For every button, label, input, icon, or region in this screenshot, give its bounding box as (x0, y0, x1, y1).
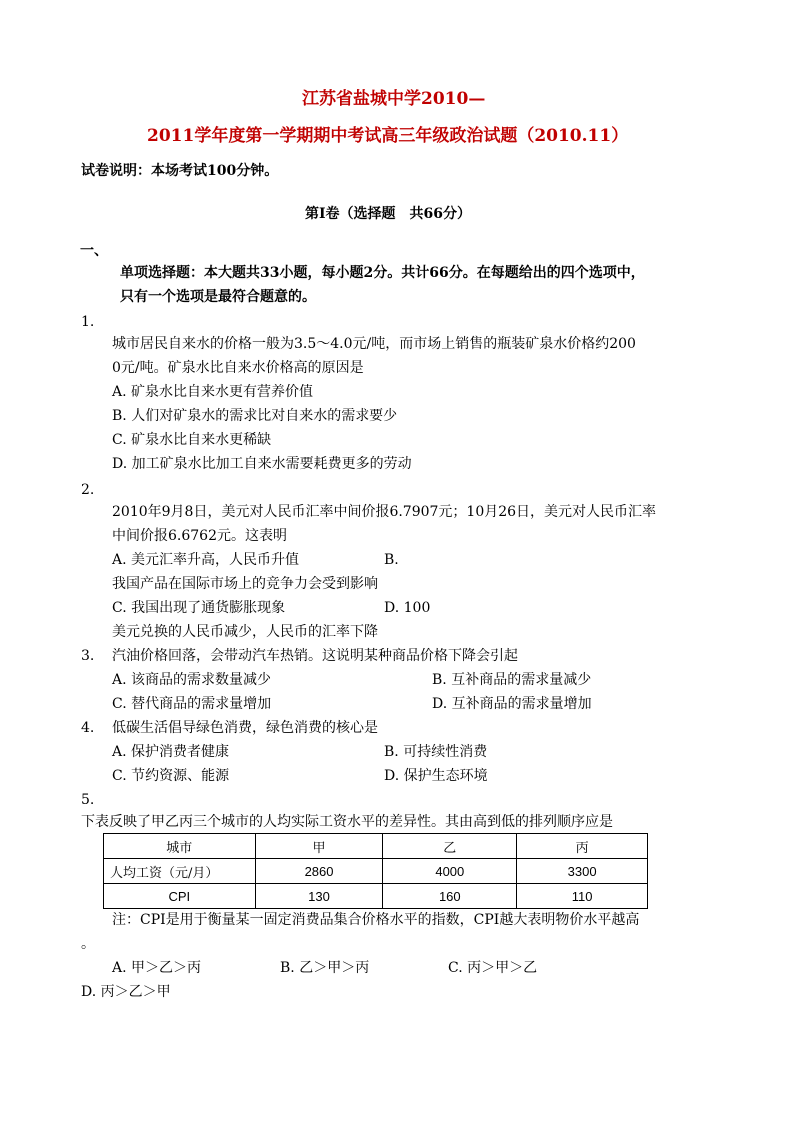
instruction-line-2: 只有一个选项是最符合题意的。 (120, 289, 316, 305)
q2-option-b-label: B. (384, 552, 399, 568)
q5-option-b: B. 乙＞甲＞丙 (280, 960, 370, 976)
q5-note-line-2: 。 (81, 936, 95, 952)
q3-number: 3. (81, 648, 95, 664)
q4-number: 4. (81, 720, 95, 736)
q1-stem-line-1: 城市居民自来水的价格一般为3.5～4.0元/吨，而市场上销售的瓶装矿泉水价格约200 (112, 336, 636, 352)
city-wage-table (103, 833, 648, 909)
q5-option-a: A. 甲＞乙＞丙 (112, 960, 202, 976)
table-cell: 3300 (517, 859, 648, 884)
q3-stem: 汽油价格回落，会带动汽车热销。这说明某种商品价格下降会引起 (112, 648, 518, 664)
q1-stem-line-2: 0元/吨。矿泉水比自来水价格高的原因是 (112, 360, 364, 376)
q3-option-d: D. 互补商品的需求量增加 (432, 696, 592, 712)
section-title: 第Ⅰ卷（选择题 共66分） (305, 206, 472, 222)
q5-option-c: C. 丙＞甲＞乙 (448, 960, 538, 976)
q2-option-c: C. 我国出现了通货膨胀现象 (112, 600, 286, 616)
q2-option-d-text: 美元兑换的人民币减少，人民币的汇率下降 (112, 624, 378, 640)
table-header-cell: 丙 (517, 834, 648, 859)
table-header-cell: 甲 (255, 834, 383, 859)
exam-note: 试卷说明：本场考试100分钟。 (81, 163, 279, 179)
q2-option-a: A. 美元汇率升高，人民币升值 (112, 552, 300, 568)
q5-stem: 下表反映了甲乙丙三个城市的人均实际工资水平的差异性。其由高到低的排列顺序应是 (81, 814, 613, 830)
q5-note-line-1: 注：CPI是用于衡量某一固定消费品集合价格水平的指数，CPI越大表明物价水平越高 (112, 912, 640, 928)
table-cell: 2860 (255, 859, 383, 884)
q2-option-d-label: D. 100 (384, 600, 431, 616)
q4-option-a: A. 保护消费者健康 (112, 744, 230, 760)
q5-number: 5. (81, 792, 95, 808)
table-cell: 130 (255, 884, 383, 909)
q2-number: 2. (81, 482, 95, 498)
q4-option-d: D. 保护生态环境 (384, 768, 488, 784)
title-line-1: 江苏省盐城中学2010— (302, 89, 486, 109)
table-header-cell: 乙 (383, 834, 517, 859)
q4-option-b: B. 可持续性消费 (384, 744, 488, 760)
q4-option-c: C. 节约资源、能源 (112, 768, 230, 784)
q1-option-d: D. 加工矿泉水比加工自来水需要耗费更多的劳动 (112, 456, 412, 472)
q5-option-d: D. 丙＞乙＞甲 (81, 984, 171, 1000)
q1-number: 1. (81, 314, 95, 330)
q1-option-a: A. 矿泉水比自来水更有营养价值 (112, 384, 314, 400)
table-header-cell: 城市 (104, 834, 256, 859)
q3-option-a: A. 该商品的需求数量减少 (112, 672, 272, 688)
q3-option-b: B. 互补商品的需求量减少 (432, 672, 592, 688)
q3-option-c: C. 替代商品的需求量增加 (112, 696, 272, 712)
table-cell: 110 (517, 884, 648, 909)
table-row (104, 859, 648, 884)
title-line-2: 2011学年度第一学期期中考试高三年级政治试题（2010.11） (147, 126, 629, 146)
table-row-label: 人均工资（元/月） (104, 859, 256, 884)
instruction-line-1: 单项选择题：本大题共33小题，每小题2分。共计66分。在每题给出的四个选项中， (120, 265, 645, 281)
q1-option-b: B. 人们对矿泉水的需求比对自来水的需求要少 (112, 408, 398, 424)
table-row-label: CPI (104, 884, 256, 909)
q2-option-b-text: 我国产品在国际市场上的竞争力会受到影响 (112, 576, 378, 592)
table-cell: 160 (383, 884, 517, 909)
q4-stem: 低碳生活倡导绿色消费，绿色消费的核心是 (112, 720, 378, 736)
table-row (104, 884, 648, 909)
q1-option-c: C. 矿泉水比自来水更稀缺 (112, 432, 272, 448)
part-number: 一、 (80, 243, 108, 259)
q2-stem-line-2: 中间价报6.6762元。这表明 (112, 528, 287, 544)
q2-stem-line-1: 2010年9月8日，美元对人民币汇率中间价报6.7907元；10月26日，美元对人民币汇率 (112, 504, 657, 520)
table-cell: 4000 (383, 859, 517, 884)
table-header-row (104, 834, 648, 859)
